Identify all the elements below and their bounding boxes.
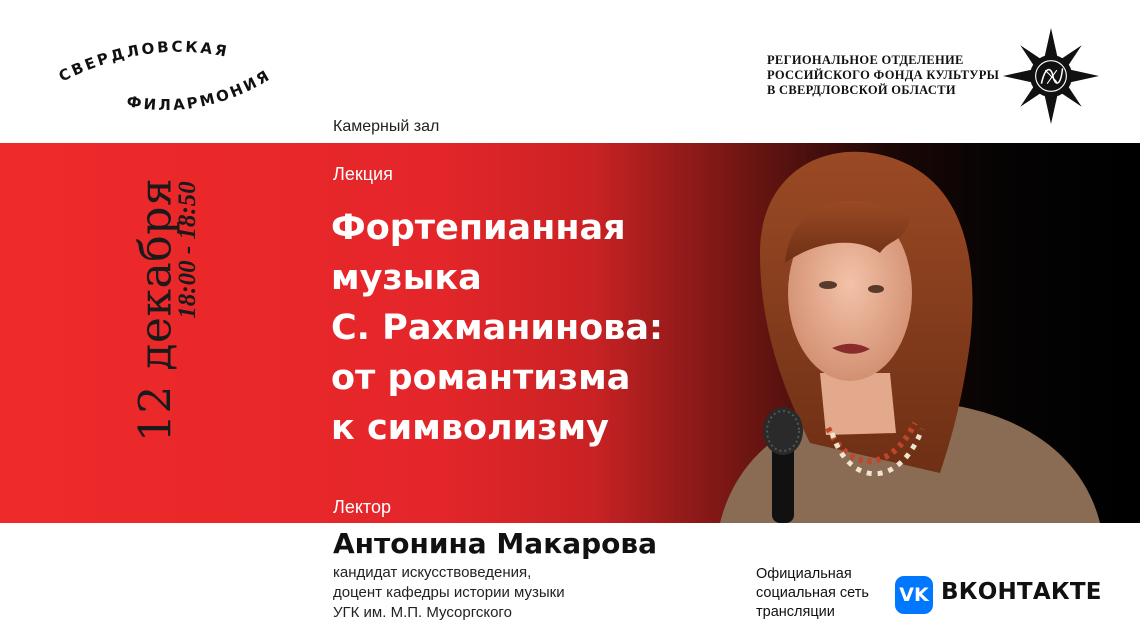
svg-text:ФИЛАРМОНИЯ <box>125 66 274 114</box>
lecturer-label: Лектор <box>333 497 391 517</box>
vk-logo-icon[interactable]: VK <box>895 576 933 614</box>
foundation-line: РОССИЙСКОГО ФОНДА КУЛЬТУРЫ <box>767 68 1000 82</box>
foundation-name <box>767 53 1007 98</box>
event-date: 12 декабря <box>130 177 182 443</box>
svg-text:СВЕРДЛОВСКАЯ <box>56 40 231 85</box>
lecturer-credentials <box>333 563 565 623</box>
title-line: Фортепианная <box>331 208 626 248</box>
broadcast-caption <box>756 565 869 622</box>
credential-line: доцент кафедры истории музыки <box>333 584 565 601</box>
credential-line: УГК им. М.П. Мусоргского <box>333 604 512 621</box>
foundation-line: РЕГИОНАЛЬНОЕ ОТДЕЛЕНИЕ <box>767 53 964 67</box>
event-time: 18:00 - 18:50 <box>174 181 201 319</box>
lecturer-name: Антонина Макарова <box>333 527 657 560</box>
title-line: С. Рахманинова: <box>331 308 663 348</box>
lecturer-photo <box>700 143 1140 523</box>
logo-line-1: СВЕРДЛОВСКАЯ <box>56 40 231 86</box>
title-line: к символизму <box>331 408 609 448</box>
rfk-star-emblem-icon <box>1003 28 1099 124</box>
caption-line: социальная сеть <box>756 585 869 601</box>
event-type: Лекция <box>333 164 393 184</box>
philharmonic-logo <box>56 40 286 120</box>
credential-line: кандидат искусствоведения, <box>333 564 532 581</box>
title-line: музыка <box>331 258 482 298</box>
logo-line-2: ФИЛАРМОНИЯ <box>125 65 275 115</box>
vk-wordmark[interactable]: ВКОНТАКТЕ <box>941 579 1102 605</box>
foundation-line: В СВЕРДЛОВСКОЙ ОБЛАСТИ <box>767 83 956 97</box>
time-container <box>168 160 208 340</box>
caption-line: трансляции <box>756 604 835 620</box>
venue: Камерный зал <box>333 118 440 135</box>
title-line: от романтизма <box>331 358 631 398</box>
caption-line: Официальная <box>756 566 852 582</box>
event-title <box>331 203 751 453</box>
